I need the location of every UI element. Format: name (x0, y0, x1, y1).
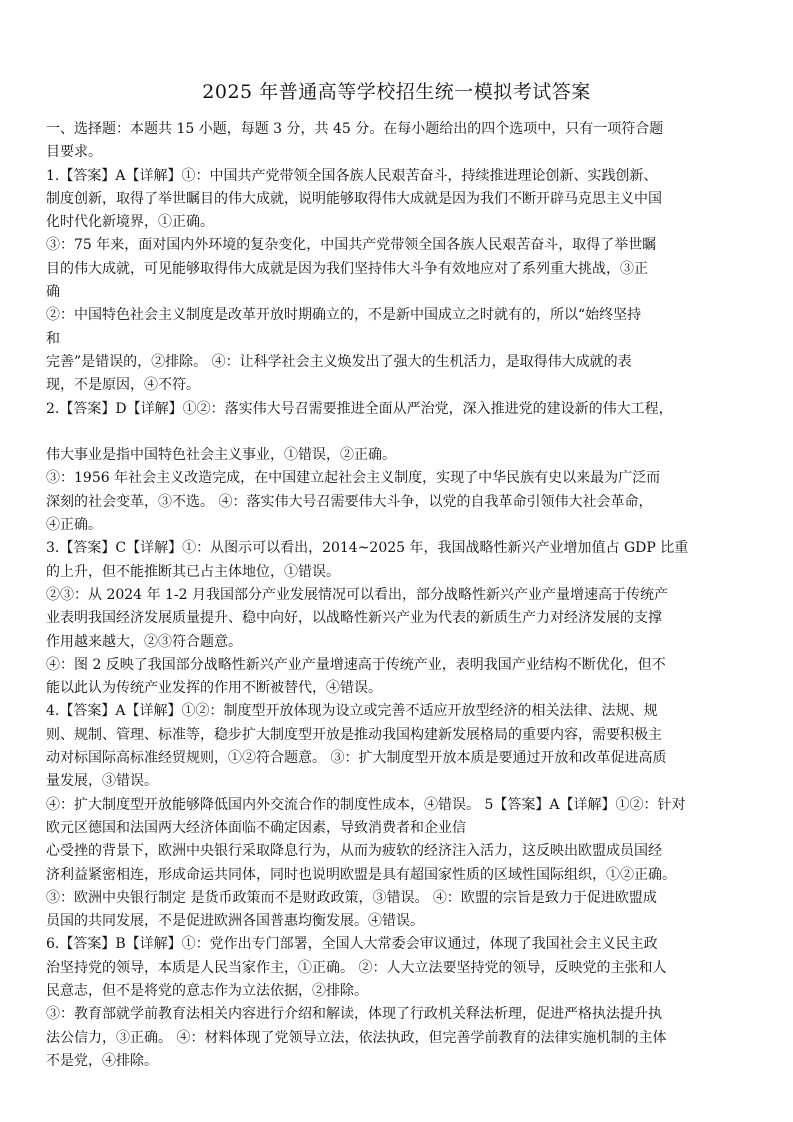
text-line: 员国的共同发展，不是促进欧洲各国普惠均衡发展。④错误。 (46, 913, 424, 930)
text-line: 1.【答案】A【详解】①：中国共产党带领全国各族人民艰苦奋斗，持续推进理论创新、实践创新、 (46, 167, 658, 184)
text-line: ③：75 年来，面对国内外环境的复杂变化，中国共产党带领全国各族人民艰苦奋斗，取得了举世瞩 (46, 237, 657, 254)
text-line: 治坚持党的领导，本质是人民当家作主，①正确。 ②：人大立法要坚持党的领导，反映党的主张和人 (46, 959, 667, 976)
text-line: 和 (46, 330, 60, 347)
text-line: ③：教育部就学前教育法相关内容进行介绍和解读，体现了行政机关释法析理，促进严格执法提升执 (46, 1006, 662, 1023)
text-line: 目要求。 (46, 144, 102, 161)
text-line: ④：图 2 反映了我国部分战略性新兴产业产量增速高于传统产业，表明我国产业结构不断优化，但不 (46, 656, 666, 673)
text-line: 民意志，但不是将党的意志作为立法依据，②排除。 (46, 982, 368, 999)
text-line: 现，不是原因，④不符。 (46, 377, 200, 394)
text-line: 不是党，④排除。 (46, 1052, 158, 1069)
document-body (46, 118, 766, 1073)
text-line: 一、选择题：本题共 15 小题，每题 3 分，共 45 分。在每小题给出的四个选项中，只有一项符合题 (46, 121, 664, 137)
text-line: 的上升，但不能推断其已占主体地位，①错误。 (46, 563, 340, 580)
text-line: 伟大事业是指中国特色社会主义事业，①错误，②正确。 (46, 447, 396, 464)
text-line: 制度创新，取得了举世瞩目的伟大成就，说明能够取得伟大成就是因为我们不断开辟马克思主义中国 (46, 190, 662, 207)
text-line: ④正确。 (46, 517, 102, 534)
text-line: 业表明我国经济发展质量提升、稳中向好，以战略性新兴产业为代表的新质生产力对经济发展的支撑 (46, 610, 662, 627)
text-line (46, 421, 766, 444)
text-line: 深刻的社会变革，③不选。 ④：落实伟大号召需要伟大斗争，以党的自我革命引领伟大社会革命， (46, 493, 653, 510)
text-line: 心受挫的背景下，欧洲中央银行采取降息行为，从而为疲软的经济注入活力，这反映出欧盟成员国经 (46, 843, 662, 860)
text-line: 完善”是错误的，②排除。 ④：让科学社会主义焕发出了强大的生机活力，是取得伟大成就的表 (46, 353, 632, 370)
text-line: 4.【答案】A【详解】①②：制度型开放体现为设立或完善不适应开放型经济的相关法律、法规、规 (46, 703, 658, 720)
text-line: ③：1956 年社会主义改造完成，在中国建立起社会主义制度，实现了中华民族有史以来最为广泛而 (46, 470, 661, 487)
text-line: 3.【答案】C【详解】①：从图示可以看出，2014~2025 年，我国战略性新兴产业增加值占 GDP 比重 (46, 540, 689, 557)
text-line: 作用越来越大，②③符合题意。 (46, 633, 242, 650)
text-line: 化时代化新境界，①正确。 (46, 214, 214, 231)
text-line: 量发展，③错误。 (46, 773, 158, 790)
document-title: 2025 年普通高等学校招生统一模拟考试答案 (202, 81, 591, 103)
text-line: 济利益紧密相连，形成命运共同体，同时也说明欧盟是具有超国家性质的区域性国际组织，①②正确。 (46, 866, 676, 883)
text-line: 确 (46, 284, 60, 301)
text-line: 2.【答案】D【详解】①②：落实伟大号召需要推进全面从严治党，深入推进党的建设新的伟大工程， (46, 400, 673, 417)
text-line: 能以此认为传统产业发挥的作用不断被替代，④错误。 (46, 680, 382, 697)
text-line: 则、规制、管理、标准等，稳步扩大制度型开放是推动我国构建新发展格局的重要内容，需要积极主 (46, 726, 662, 743)
text-line: 法公信力，③正确。 ④：材料体现了党领导立法，依法执政，但完善学前教育的法律实施机制的主体 (46, 1029, 667, 1046)
text-line: ②：中国特色社会主义制度是改革开放时期确立的，不是新中国成立之时就有的，所以“始终坚持 (46, 307, 642, 324)
text-line: 动对标国际高标准经贸规则，①②符合题意。 ③：扩大制度型开放本质是要通过开放和改革促进高质 (46, 750, 667, 767)
text-line: 6.【答案】B【详解】①：党作出专门部署，全国人大常委会审议通过，体现了我国社会主义民主政 (46, 936, 658, 953)
text-line: ②③：从 2024 年 1-2 月我国部分产业发展情况可以看出，部分战略性新兴产业产量增速高于传统产 (46, 586, 668, 603)
text-line: 目的伟大成就，可见能够取得伟大成就是因为我们坚持伟大斗争有效地应对了系列重大挑战，③正 (46, 260, 648, 277)
text-line: ③：欧洲中央银行制定 是货币政策而不是财政政策，③错误。 ④：欧盟的宗旨是致力于促进欧盟成 (46, 889, 657, 906)
text-line: 欧元区德国和法国两大经济体面临不确定因素，导致消费者和企业信 (46, 819, 466, 836)
text-line: ④：扩大制度型开放能够降低国内外交流合作的制度性成本，④错误。 5【答案】A【详解】①②：针对 (46, 796, 686, 813)
